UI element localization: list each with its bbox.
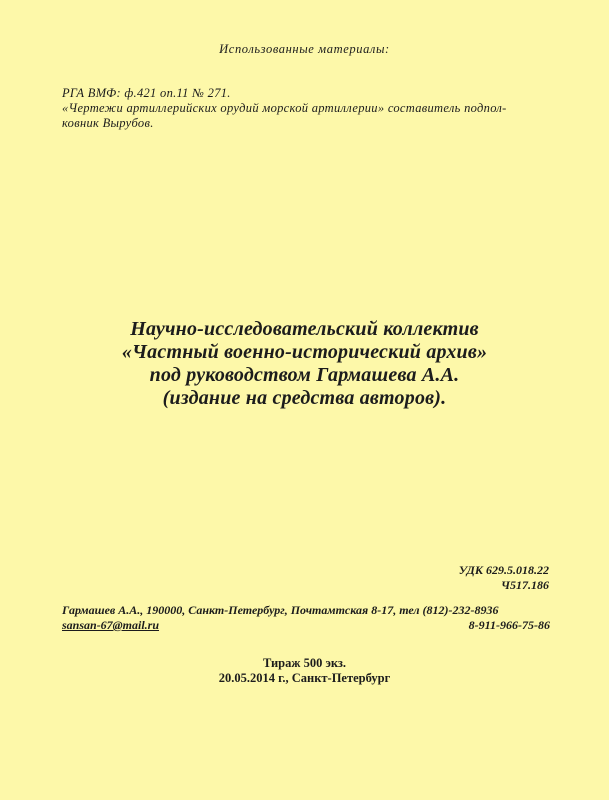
publisher-line-2: «Частный военно-исторический архив»	[121, 341, 488, 363]
publisher-line-4: (издание на средства авторов).	[162, 387, 447, 409]
contacts-block	[62, 603, 550, 633]
email-phone-line	[62, 618, 550, 633]
sources-title: Использованные материалы:	[219, 42, 390, 56]
source-item-2	[62, 101, 552, 131]
imprint-footer	[0, 656, 609, 686]
source-item-2-line-1: «Чертежи артиллерийских орудий морской артиллерии» составитель подпол-	[62, 101, 507, 115]
source-item-1: РГА ВМФ: ф.421 оп.11 № 271.	[62, 86, 231, 100]
sources-list	[62, 86, 552, 131]
udk-code: УДК 629.5.018.22	[458, 563, 549, 577]
address: Гармашев А.А., 190000, Санкт-Петербург, Почтамтская 8-17, тел (812)-232-8936	[62, 603, 499, 617]
source-item-2-line-2: ковник Вырубов.	[62, 116, 154, 130]
address-line	[62, 603, 550, 618]
circulation: Тираж 500 экз.	[262, 656, 347, 670]
publisher-line-1: Научно-исследовательский коллектив	[130, 318, 479, 340]
bbk-code: Ч517.186	[501, 578, 549, 592]
publisher-line-3: под руководством Гармашева А.А.	[149, 364, 460, 386]
mobile-phone: 8-911-966-75-86	[468, 618, 550, 632]
publisher-block	[0, 318, 609, 410]
udk-block	[459, 563, 549, 593]
date-place: 20.05.2014 г., Санкт-Петербург	[218, 671, 391, 685]
email-link[interactable]: sansan-67@mail.ru	[62, 618, 160, 632]
